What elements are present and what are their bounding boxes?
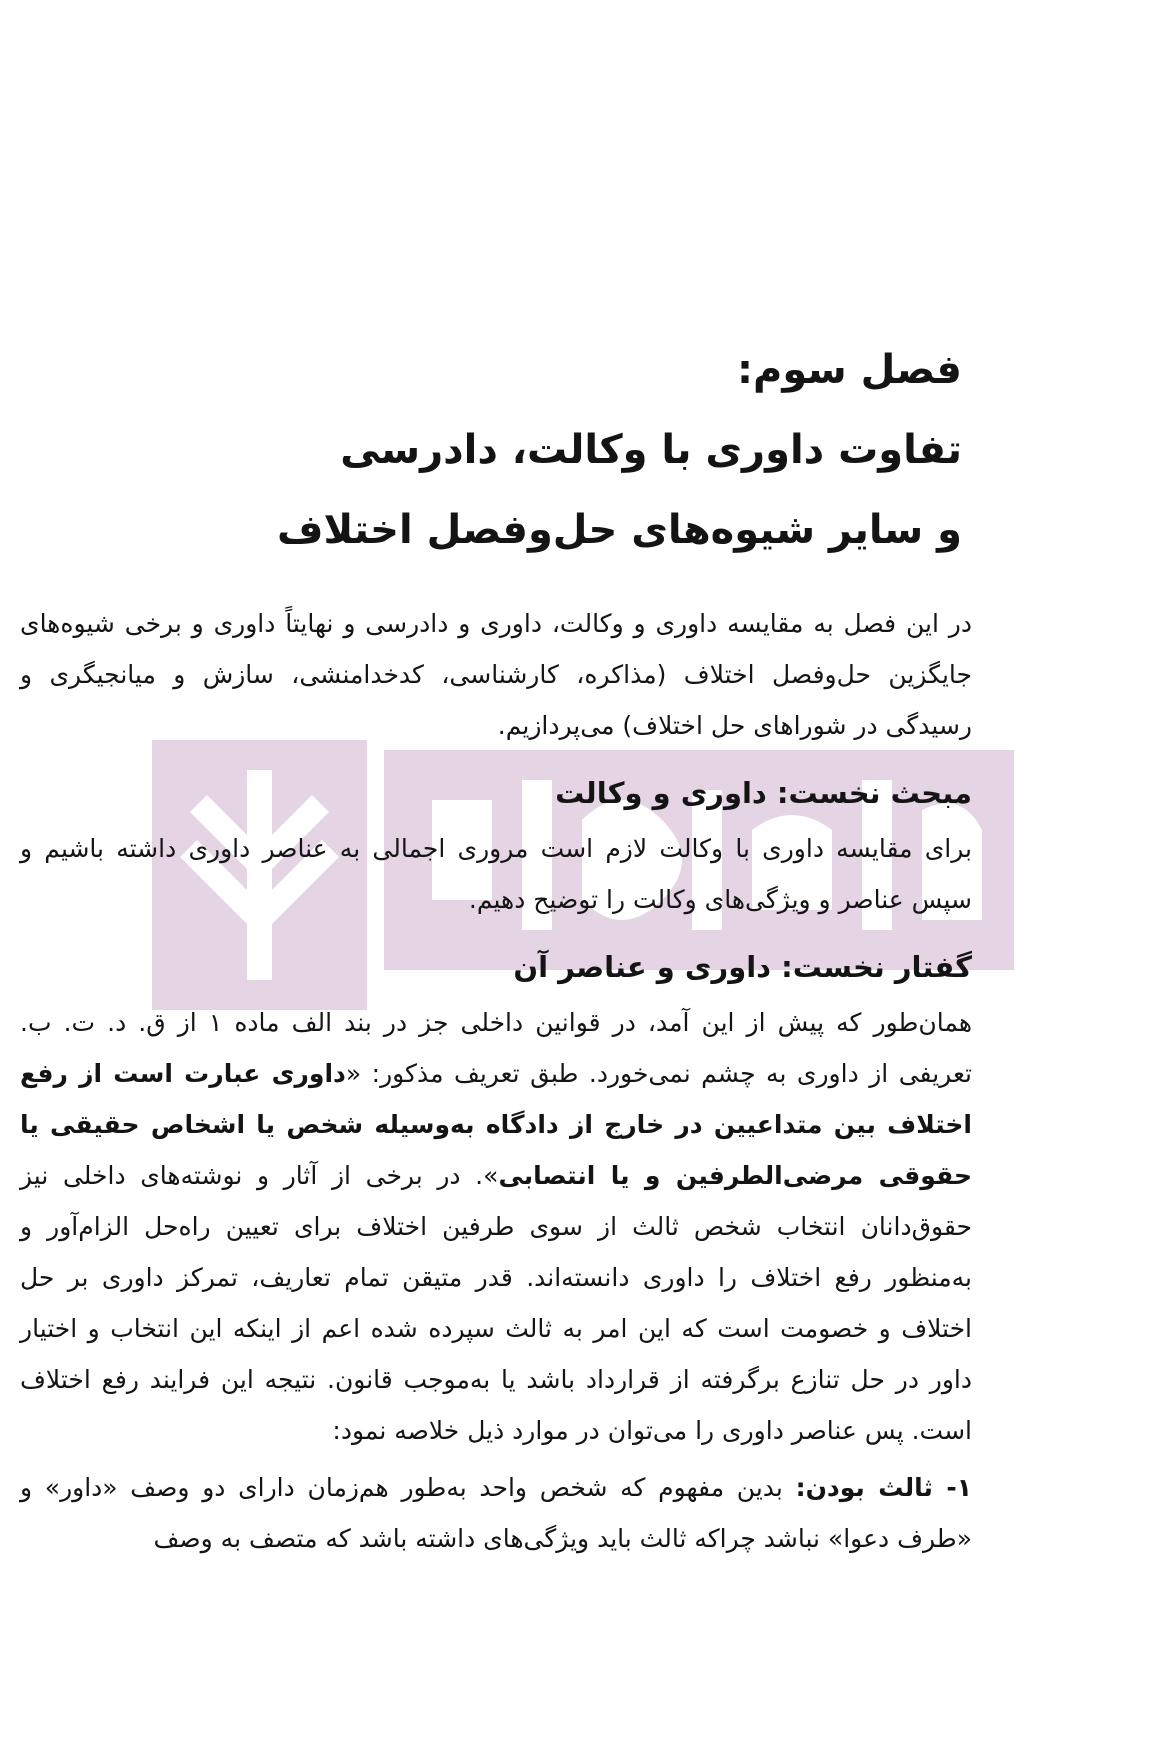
subsection-heading: گفتار نخست: داوری و عناصر آن xyxy=(513,950,972,984)
section-heading: مبحث نخست: داوری و وکالت xyxy=(555,776,972,810)
chapter-title-line-2: و سایر شیوه‌های حل‌وفصل اختلاف xyxy=(277,507,962,553)
section-paragraph: برای مقایسه داوری با وکالت لازم است مروری اجمالی به عناصر داوری داشته باشیم و سپس عناصر و ویژگی‌های وکالت را توضیح دهیم. xyxy=(20,834,972,914)
chapter-number: فصل سوم: xyxy=(737,347,962,393)
definition-quote: داوری عبارت است از رفع اختلاف بین متداعیین در خارج از دادگاه به‌وسیله شخص یا اشخاص حقیقی یا حقوقی مرضی‌الطرفین و یا انتصابی xyxy=(20,1059,972,1190)
definition-follow-text: ». در برخی از آثار و نوشته‌های داخلی نیز حقوق‌دانان انتخاب شخص ثالث از سوی طرفین اختلاف برای تعیین راه‌حل الزام‌آور و به‌منظور رفع اختلاف را داوری دانسته‌اند. قدر متیقن تمام تعاریف، تمرکز داوری بر حل اختلاف و خصومت است که این امر به ثالث سپرده شده اعم از اینکه این انتخاب و اختیار داور در حل تنازع برگرفته از قرارداد باشد یا به‌موجب قانون. نتیجه این فرایند رفع اختلاف است. پس عناصر داوری را می‌توان در موارد ذیل خلاصه نمود: xyxy=(20,1161,972,1445)
list-item-label: ۱- ثالث بودن: xyxy=(795,1473,972,1502)
body-content xyxy=(20,598,972,1564)
list-item xyxy=(20,1462,972,1564)
definition-lead-text: همان‌طور که پیش از این آمد، در قوانین داخلی جز در بند الف ماده ۱ از ق. د. ت. ب. تعریفی از داوری به چشم نمی‌خورد. طبق تعریف مذکور: « xyxy=(20,1008,972,1088)
chapter-title-line-1: تفاوت داوری با وکالت، دادرسی xyxy=(340,427,962,473)
intro-paragraph: در این فصل به مقایسه داوری و وکالت، داوری و دادرسی و نهایتاً داوری و برخی شیوه‌های جایگزین حل‌وفصل اختلاف (مذاکره، کارشناسی، کدخدامنشی، سازش و میانجیگری و رسیدگی در شوراهای حل اختلاف) می‌پردازیم. xyxy=(20,609,972,740)
list-item-text: بدین مفهوم که شخص واحد به‌طور هم‌زمان دارای دو وصف «داور» و «طرف دعوا» نباشد چراکه ثالث باید ویژگی‌های داشته باشد که متصف به وصف xyxy=(20,1473,972,1553)
chapter-heading xyxy=(162,330,962,570)
definition-paragraph xyxy=(20,997,972,1456)
